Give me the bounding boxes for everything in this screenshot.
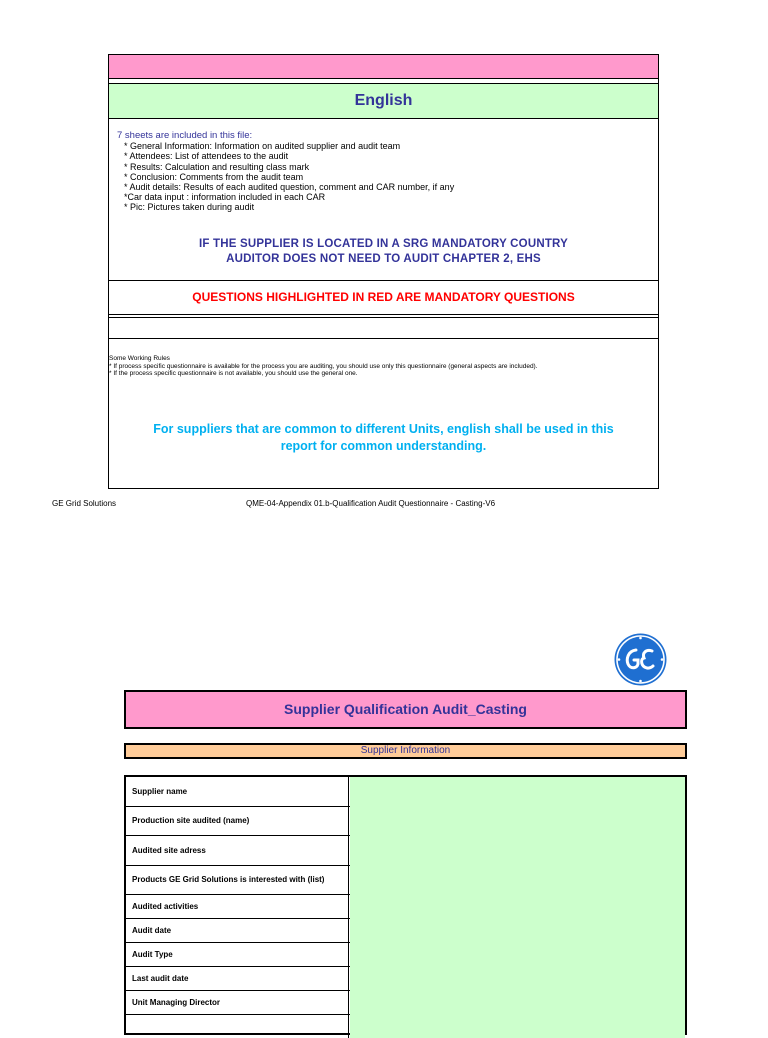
footer-company: GE Grid Solutions (52, 499, 117, 508)
site-address-field[interactable] (350, 835, 685, 865)
sheet-item: * Pic: Pictures taken during audit (124, 202, 255, 213)
field-label (126, 1014, 349, 1038)
common-language-note (109, 421, 658, 455)
rule-item: * If process specific questionnaire is available for the process you are auditing, you should use only this questionnaire (general aspects are included). (109, 362, 538, 370)
field-label: Products GE Grid Solutions is interested with (list) (126, 865, 349, 894)
common-line-1: For suppliers that are common to different Units, english shall be used in this (153, 422, 614, 436)
supplier-info-form (124, 775, 687, 1035)
working-rules (109, 355, 658, 378)
products-field[interactable] (350, 865, 685, 894)
form-row-products (126, 865, 685, 895)
pink-header-band (109, 55, 658, 79)
language-heading: English (109, 83, 658, 119)
sheets-intro: 7 sheets are included in this file: (117, 130, 253, 141)
rule-item: * If the process specific questionnaire is not available, you should use the general one. (109, 370, 358, 377)
field-label: Audit Type (126, 942, 349, 966)
form-row-supplier-name (126, 777, 685, 807)
form-row-production-site (126, 806, 685, 836)
sheet-item: * Conclusion: Comments from the audit team (124, 171, 304, 182)
field-label: Unit Managing Director (126, 990, 349, 1014)
field-label: Audited site adress (126, 835, 349, 865)
field-label: Audited activities (126, 894, 349, 918)
common-line-2: report for common understanding. (280, 439, 487, 453)
sheet-item: * General Information: Information on audited supplier and audit team (124, 141, 401, 152)
audit-title: Supplier Qualification Audit_Casting (124, 690, 687, 729)
field-label: Production site audited (name) (126, 806, 349, 835)
form-row-activities (126, 894, 685, 919)
audited-activities-field[interactable] (350, 894, 685, 918)
footer-document-id: QME-04-Appendix 01.b-Qualification Audit Questionnaire - Casting-V6 (246, 499, 496, 508)
section-heading: Supplier Information (124, 743, 687, 759)
mandatory-questions-note: QUESTIONS HIGHLIGHTED IN RED ARE MANDATORY QUESTIONS (109, 280, 658, 315)
production-site-field[interactable] (350, 806, 685, 835)
sheet-item: *Car data input : information included in each CAR (124, 192, 326, 203)
srg-line-2: AUDITOR DOES NOT NEED TO AUDIT CHAPTER 2, EHS (226, 253, 541, 265)
form-row-next (126, 1014, 685, 1038)
info-page (108, 54, 659, 489)
empty-row (109, 317, 658, 339)
audit-date-field[interactable] (350, 918, 685, 942)
form-row-last-audit-date (126, 966, 685, 991)
srg-line-1: IF THE SUPPLIER IS LOCATED IN A SRG MANDATORY COUNTRY (198, 238, 569, 250)
field-label: Audit date (126, 918, 349, 942)
sheet-item: * Attendees: List of attendees to the audit (124, 151, 289, 162)
sheet-item: * Results: Calculation and resulting class mark (124, 161, 310, 172)
field-label: Last audit date (126, 966, 349, 990)
managing-director-field[interactable] (350, 990, 685, 1014)
supplier-name-field[interactable] (350, 777, 685, 806)
sheets-list-block (117, 131, 647, 213)
form-row-audit-date (126, 918, 685, 943)
ge-logo-icon (614, 633, 667, 686)
srg-notice (109, 237, 658, 267)
form-row-audit-type (126, 942, 685, 967)
form-row-managing-director (126, 990, 685, 1015)
audit-type-field[interactable] (350, 942, 685, 966)
field-label: Supplier name (126, 777, 349, 806)
rules-title: Some Working Rules (109, 355, 170, 362)
form-row-site-address (126, 835, 685, 866)
sheets-list (117, 141, 647, 212)
last-audit-date-field[interactable] (350, 966, 685, 990)
sheet-item: * Audit details: Results of each audited question, comment and CAR number, if any (124, 182, 455, 193)
next-field[interactable] (350, 1014, 685, 1038)
